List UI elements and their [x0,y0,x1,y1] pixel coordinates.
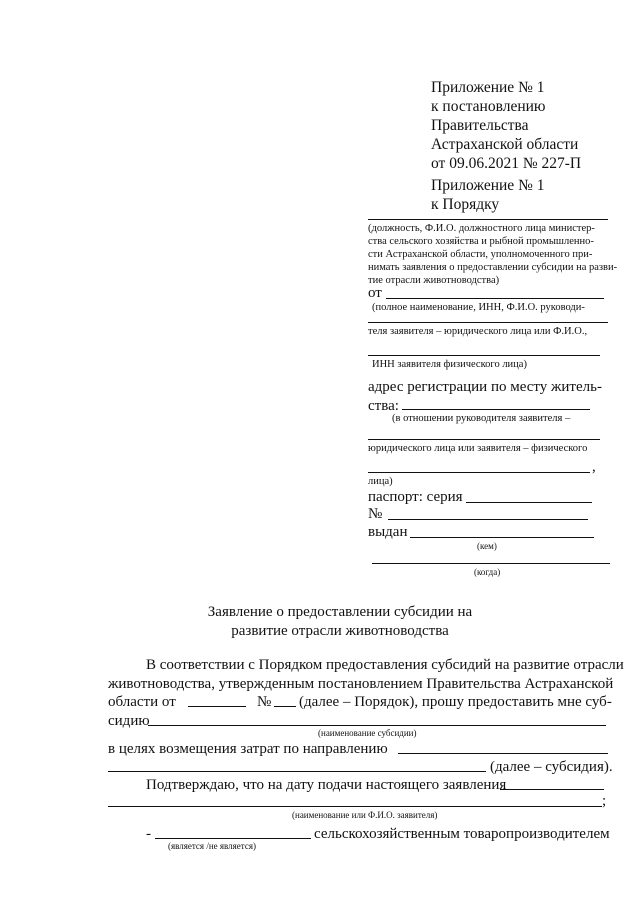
appendix-block-2 [431,176,544,214]
appendix-line: Приложение № 1 [431,79,545,96]
subsidy-name-line [148,725,606,726]
paragraph-2-line-1: в целях возмещения затрат по направлению [108,741,388,757]
passport-series-label: паспорт: серия [368,489,463,505]
paragraph-4-dash: - [146,826,151,842]
address-hint-1: (в отношении руководителя заявителя – [392,413,571,424]
paragraph-1-line-4: сидию [108,713,150,729]
paragraph-2-line-2: (далее – субсидия). [490,759,613,775]
paragraph-3-colon: ; [602,793,607,809]
from-line-3 [368,355,600,356]
appendix-block-1 [431,78,581,173]
paragraph-1-line-2: животноводства, утвержденным постановлением Правительства Астраханской [108,676,614,692]
document-title-line-1: Заявление о предоставлении субсидии на [207,604,473,620]
paragraph-1-line-3c: (далее – Порядок), прошу предоставить мне суб- [299,694,612,710]
appendix-line: к постановлению [431,98,546,115]
appendix-line: от 09.06.2021 № 227-П [431,155,582,172]
issued-label: выдан [368,524,408,540]
direction-line [398,753,608,754]
address-hint-3: лица) [368,476,393,487]
paragraph-1-line-1: В соответствии с Порядком предоставления субсидий на развитие отрасли [146,657,624,673]
appendix-line: Астраханской области [431,136,579,153]
decree-number-line [274,706,296,707]
paragraph-1-line-3a: области от [108,694,176,710]
from-hint-3: ИНН заявителя физического лица) [372,359,527,370]
from-hint: (полное наименование, ИНН, Ф.И.О. руководи- [372,302,585,313]
passport-number-label: № [368,506,383,522]
position-hint: (должность, Ф.И.О. должностного лица министер- ства сельского хозяйства и рыбной промышленно- сти Астраханской области, уполномоченного при- нимать заявления о предоставлении субсидии на разви- тие отрасли животноводства) [368,223,618,286]
appendix-line: Правительства [431,117,529,134]
address-label-1: адрес регистрации по месту житель- [368,379,602,395]
address-line-1 [402,409,590,410]
when-hint: (когда) [474,567,501,577]
appendix-line: к Порядку [431,196,500,213]
paragraph-4-text: сельскохозяйственным товаропроизводителем [314,826,610,842]
when-line [372,563,610,564]
address-line-2 [368,439,600,440]
appendix-line: Приложение № 1 [431,177,545,194]
who-hint: (кем) [477,541,497,551]
from-line [386,298,604,299]
applicant-line-2 [108,806,602,807]
decree-date-line [188,706,246,707]
address-label-2: ства: [368,398,399,414]
address-hint-2: юридического лица или заявителя – физического [368,443,588,454]
applicant-hint: (наименование или Ф.И.О. заявителя) [292,810,438,820]
position-line [368,219,608,220]
direction-line-2 [108,771,486,772]
from-line-2 [368,322,608,323]
address-line-3 [368,472,590,473]
issued-line [410,537,594,538]
status-hint: (является /не является) [168,841,256,851]
from-label: от [368,285,382,301]
paragraph-1-line-3b: № [257,694,272,710]
applicant-line-1 [500,789,604,790]
from-hint-2: теля заявителя – юридического лица или Ф.И.О., [368,326,588,337]
subsidy-hint: (наименование субсидии) [318,728,417,738]
status-line [155,838,311,839]
passport-series-line [466,502,592,503]
paragraph-3-line-1: Подтверждаю, что на дату подачи настоящего заявления [146,777,507,793]
document-title-line-2: развитие отрасли животноводства [231,623,449,639]
passport-number-line [388,519,588,520]
address-comma: , [592,459,596,475]
